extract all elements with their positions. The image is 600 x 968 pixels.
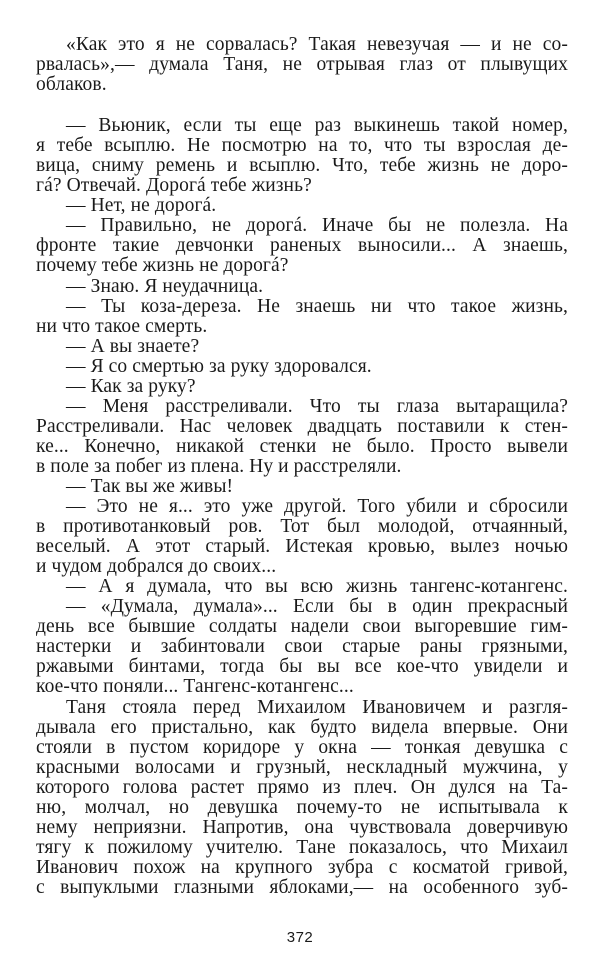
text-line: почему тебе жизнь не дорогá? (36, 255, 289, 277)
text-line: тягу к пожилому учителю. Тане показалось, что Михаил (36, 836, 568, 858)
text-line: — Нет, не дорогá. (66, 195, 217, 217)
text-line: в противотанковый ров. Тот был молодой, отчаянный, (36, 516, 568, 538)
text-line: которого голова растет прямо из плеч. Он дулся на Та- (36, 776, 568, 798)
text-line: «Как это я не сорвалась? Такая невезучая — и не со- (66, 34, 568, 55)
text-line: фронте такие девчонки раненых выносили... А знаешь, (36, 235, 568, 257)
text-line: и чудом добрался до своих... (36, 556, 277, 578)
text-line: я тебе всыплю. Не посмотрю на то, что ты взрослая де- (36, 135, 568, 157)
text-line: в поле за побег из плена. Ну и расстреляли. (36, 455, 402, 477)
text-line: — А вы знаете? (66, 335, 200, 357)
text-line: ни что такое смерть. (36, 315, 208, 337)
text-line: настерки и забинтовали свои старые раны грязными, (36, 636, 568, 658)
text-line: — А я думала, что вы всю жизнь тангенс-котангенс. (66, 576, 568, 598)
text-line: стояли в пустом коридоре у окна — тонкая девушка с (36, 736, 568, 758)
text-line: — Вьюник, если ты еще раз выкинешь такой номер, (66, 115, 568, 137)
text-line: — Меня расстреливали. Что ты глаза вытаращила? (66, 395, 568, 417)
text-line: — Правильно, не дорогá. Иначе бы не полезла. На (66, 215, 568, 237)
text-line: нему неприязни. Напротив, она чувствовала доверчивую (36, 816, 568, 838)
text-line: ржавыми бинтами, тогда бы вы все кое-что увидели и (36, 656, 568, 678)
text-line: гá? Отвечай. Дорогá тебе жизнь? (36, 175, 312, 197)
page-number: 372 (286, 929, 314, 946)
text-line: красными волосами и грузный, нескладный мужчина, у (36, 756, 568, 778)
text-line: ню, молчал, но девушка почему-то не испытывала к (36, 796, 568, 818)
text-line: — Это не я... это уже другой. Того убили и сбросили (66, 496, 568, 518)
text-line: кое-что поняли... Тангенс-котангенс... (36, 676, 354, 698)
blank-line (36, 95, 568, 116)
text-line: — Знаю. Я неудачница. (66, 275, 264, 297)
text-line: — «Думала, думала»... Если бы в один прекрасный (66, 596, 568, 618)
text-line: дывала его пристально, как будто видела впервые. Они (36, 716, 568, 738)
book-page-text (36, 35, 568, 898)
text-line: веселый. А этот старый. Истекая кровью, вылез ночью (36, 536, 568, 558)
text-line: рвалась»,— думала Таня, не отрывая глаз от плывущих (36, 54, 568, 76)
text-line: — Так вы же живы! (66, 475, 234, 497)
text-line: — Как за руку? (66, 375, 196, 397)
text-line: облаков. (36, 74, 107, 96)
text-line: — Ты коза-дереза. Не знаешь ни что такое жизнь, (66, 295, 568, 317)
text-line: с выпуклыми глазными яблоками,— на особенного зуб- (36, 876, 568, 898)
text-line: Расстреливали. Нас человек двадцать поставили к стен- (36, 415, 568, 437)
text-line: Таня стояла перед Михаилом Ивановичем и разгля- (66, 696, 568, 718)
text-line: вица, сниму ремень и всыплю. Что, тебе жизнь не доро- (36, 155, 568, 177)
text-line: — Я со смертью за руку здоровался. (66, 355, 372, 377)
text-line: ке... Конечно, никакой стенки не было. Просто вывели (36, 435, 568, 457)
text-line: Иванович похож на крупного зубра с косматой гривой, (36, 856, 568, 878)
text-line: день все бывшие солдаты надели свои выгоревшие гим- (36, 616, 568, 638)
